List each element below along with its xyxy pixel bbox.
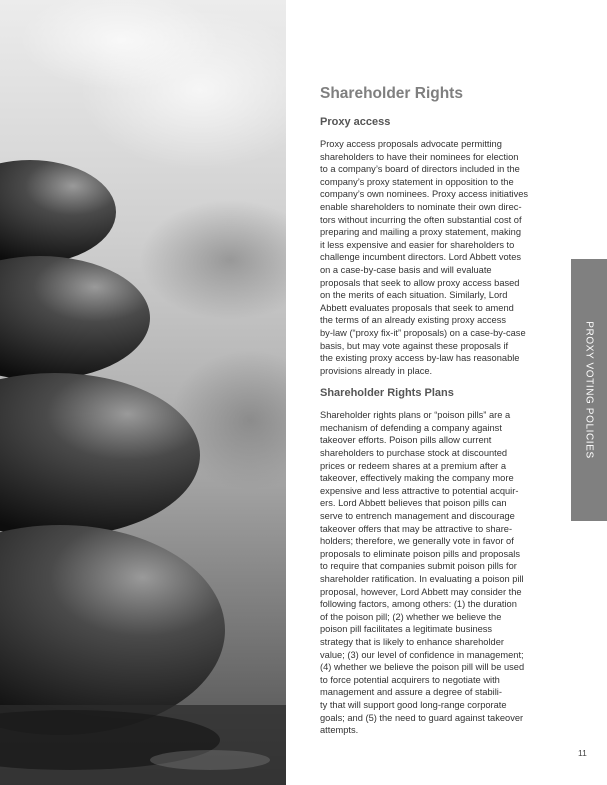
shareholder-rights-plans-paragraph: Shareholder rights plans or “poison pills” are a mechanism of defending a company against takeover efforts. Poison pills allow current shareholders to purchase stock at discounted prices or redeem shares at a premium after a takeover, effectively making the company more expensive and less attractive to potential acquir- ers. Lord Abbett believes that poison pills can serve to entrench management and discourage takeover offers that may be attractive to share- holders; therefore, we generally vote in favor of proposals to eliminate poison pills and proposals to require that companies submit poison pills for shareholder ratification. In evaluating a poison pill proposal, however, Lord Abbett may consider the following factors, among others: (1) the duration of the poison pill; (2) whether we believe the poison pill facilitates a legitimate business strategy that is likely to enhance shareholder value; (3) our level of confidence in management; (4) whether we believe the poison pill will be used to force potential acquirers to negotiate with management and assure a degree of stabili- ty that will support good long-range corporate goals; and (5) the need to guard against takeover attempts.	[320, 410, 525, 736]
section-heading-proxy-access: Proxy access	[320, 116, 391, 128]
stones-illustration	[0, 0, 286, 785]
section-heading-shareholder-rights-plans: Shareholder Rights Plans	[320, 387, 454, 400]
article-content	[320, 84, 551, 737]
proxy-access-paragraph: Proxy access proposals advocate permitting shareholders to have their nominees for election to a company’s board of directors included in the company’s proxy statement in opposition to the company’s own nominees. Proxy access initiatives enable shareholders to nominate their own direc- tors without incurring the often substantial cost of preparing and mailing a proxy statement, making it less expensive and easier for shareholders to challenge incumbent directors. Lord Abbett votes on a case-by-case basis and will evaluate proposals that seek to allow proxy access based on the merits of each situation. Similarly, Lord Abbett evaluates proposals that seek to amend the terms of an already existing proxy access by-law (“proxy fix-it” proposals) on a case-by-case basis, but may vote against these proposals if the existing proxy access by-law has reasonable provisions already in place.	[320, 139, 529, 376]
side-tab-label: PROXY VOTING POLICIES	[583, 321, 595, 459]
page-number: 11	[578, 748, 587, 758]
stacked-stones-photo	[0, 0, 286, 785]
side-tab	[571, 259, 607, 521]
page-title: Shareholder Rights	[320, 85, 463, 102]
